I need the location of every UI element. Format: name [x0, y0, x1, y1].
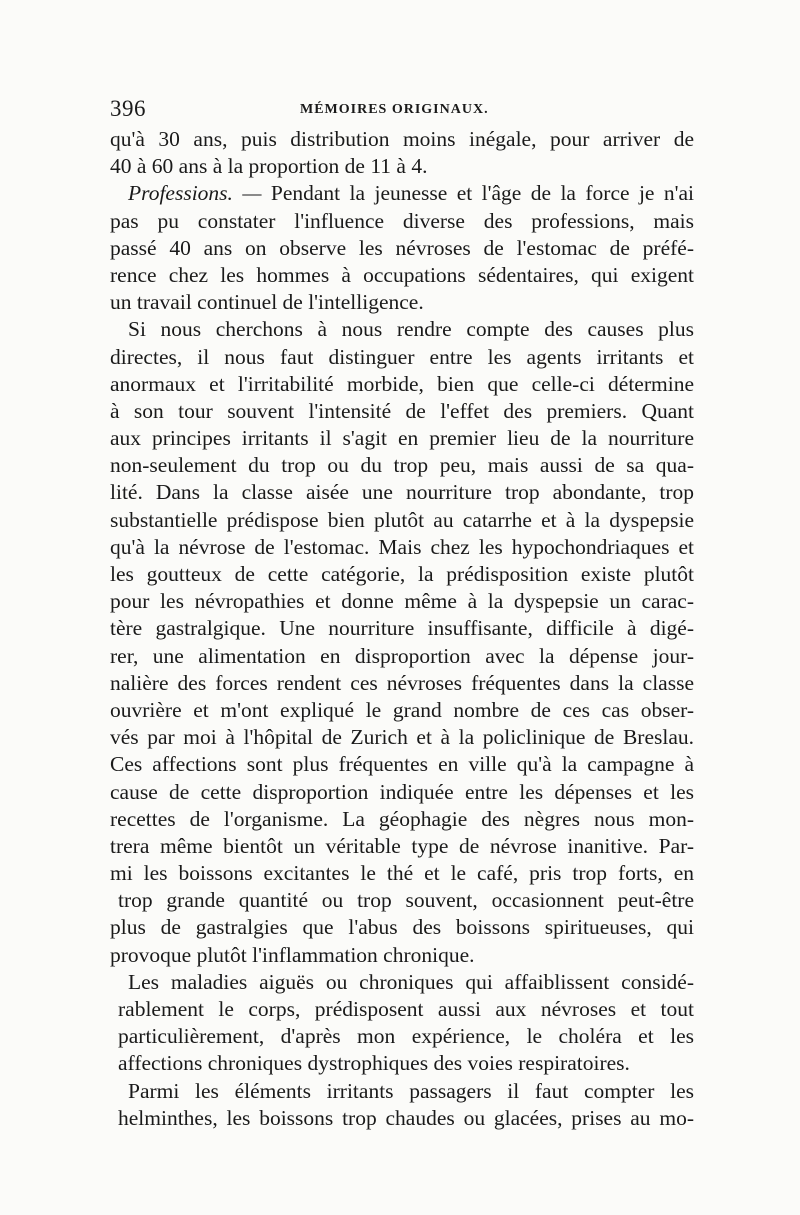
text-line: non-seulement du trop ou du trop peu, mais aussi de sa qua-	[110, 453, 694, 478]
text-line: anormaux et l'irritabilité morbide, bien que celle-ci détermine	[110, 371, 694, 396]
page-number: 396	[110, 96, 146, 121]
text-line: Parmi les éléments irritants passagers il faut compter les	[128, 1078, 694, 1103]
text-line: rer, une alimentation en disproportion avec la dépense jour-	[110, 643, 694, 668]
text-line: qu'à 30 ans, puis distribution moins inégale, pour arriver de	[110, 127, 694, 151]
text-line: rence chez les hommes à occupations sédentaires, qui exigent	[110, 262, 694, 287]
section-label-professions: Professions. —	[128, 181, 262, 206]
text-line: substantielle prédispose bien plutôt au catarrhe et à la dyspepsie	[110, 507, 694, 532]
text-line: les goutteux de cette catégorie, la prédisposition existe plutôt	[110, 562, 694, 586]
text-line: ouvrière et m'ont expliqué le grand nombre de ces cas obser-	[110, 697, 694, 722]
text-line: pour les névropathies et donne même à la dyspepsie un carac-	[110, 589, 694, 614]
text-line: nalière des forces rendent ces névroses fréquentes dans la classe	[110, 670, 694, 695]
text-line: Ces affections sont plus fréquentes en ville qu'à la campagne à	[110, 752, 694, 777]
text-line: directes, il nous faut distinguer entre les agents irritants et	[110, 344, 694, 369]
body-text	[110, 126, 694, 1132]
text-line: vés par moi à l'hôpital de Zurich et à la policlinique de Breslau.	[110, 725, 694, 750]
text-line: affections chroniques dystrophiques des voies respiratoires.	[118, 1051, 630, 1076]
text-line: un travail continuel de l'intelligence.	[110, 290, 424, 315]
text-line: provoque plutôt l'inflammation chronique.	[110, 942, 475, 967]
text-fragment: Pendant la jeunesse et l'âge de la force je n'ai	[270, 181, 695, 206]
text-line: pas pu constater l'influence diverse des professions, mais	[110, 208, 694, 233]
text-line: tère gastralgique. Une nourriture insuffisante, difficile à digé-	[110, 616, 694, 641]
text-line: Si nous cherchons à nous rendre compte des causes plus	[128, 317, 694, 342]
text-line: à son tour souvent l'intensité de l'effet des premiers. Quant	[110, 398, 694, 423]
text-line: trop grande quantité ou trop souvent, occasionnent peut-être	[118, 888, 694, 913]
text-line: particulièrement, d'après mon expérience, le choléra et les	[118, 1024, 694, 1049]
text-line: plus de gastralgies que l'abus des boissons spiritueuses, qui	[110, 915, 694, 940]
text-line: Les maladies aiguës ou chroniques qui affaiblissent considé-	[128, 969, 694, 994]
text-line: rablement le corps, prédisposent aussi aux névroses et tout	[118, 997, 694, 1021]
text-line: 40 à 60 ans à la proportion de 11 à 4.	[110, 154, 428, 179]
text-line: passé 40 ans on observe les névroses de l'estomac de préfé-	[110, 235, 694, 260]
text-line: trera même bientôt un véritable type de névrose inanitive. Par-	[110, 833, 694, 858]
text-line: lité. Dans la classe aisée une nourriture trop abondante, trop	[110, 480, 694, 505]
text-line: cause de cette disproportion indiquée entre les dépenses et les	[110, 779, 694, 804]
page-header	[110, 96, 700, 126]
text-line: mi les boissons excitantes le thé et le café, pris trop forts, en	[110, 861, 694, 886]
text-line: aux principes irritants il s'agit en premier lieu de la nourriture	[110, 426, 694, 451]
text-line: helminthes, les boissons trop chaudes ou glacées, prises au mo-	[118, 1105, 694, 1130]
text-line	[110, 180, 694, 207]
text-line: qu'à la névrose de l'estomac. Mais chez les hypochondriaques et	[110, 534, 694, 559]
running-head: MÉMOIRES ORIGINAUX.	[300, 102, 489, 117]
text-line: recettes de l'organisme. La géophagie des nègres nous mon-	[110, 806, 694, 831]
